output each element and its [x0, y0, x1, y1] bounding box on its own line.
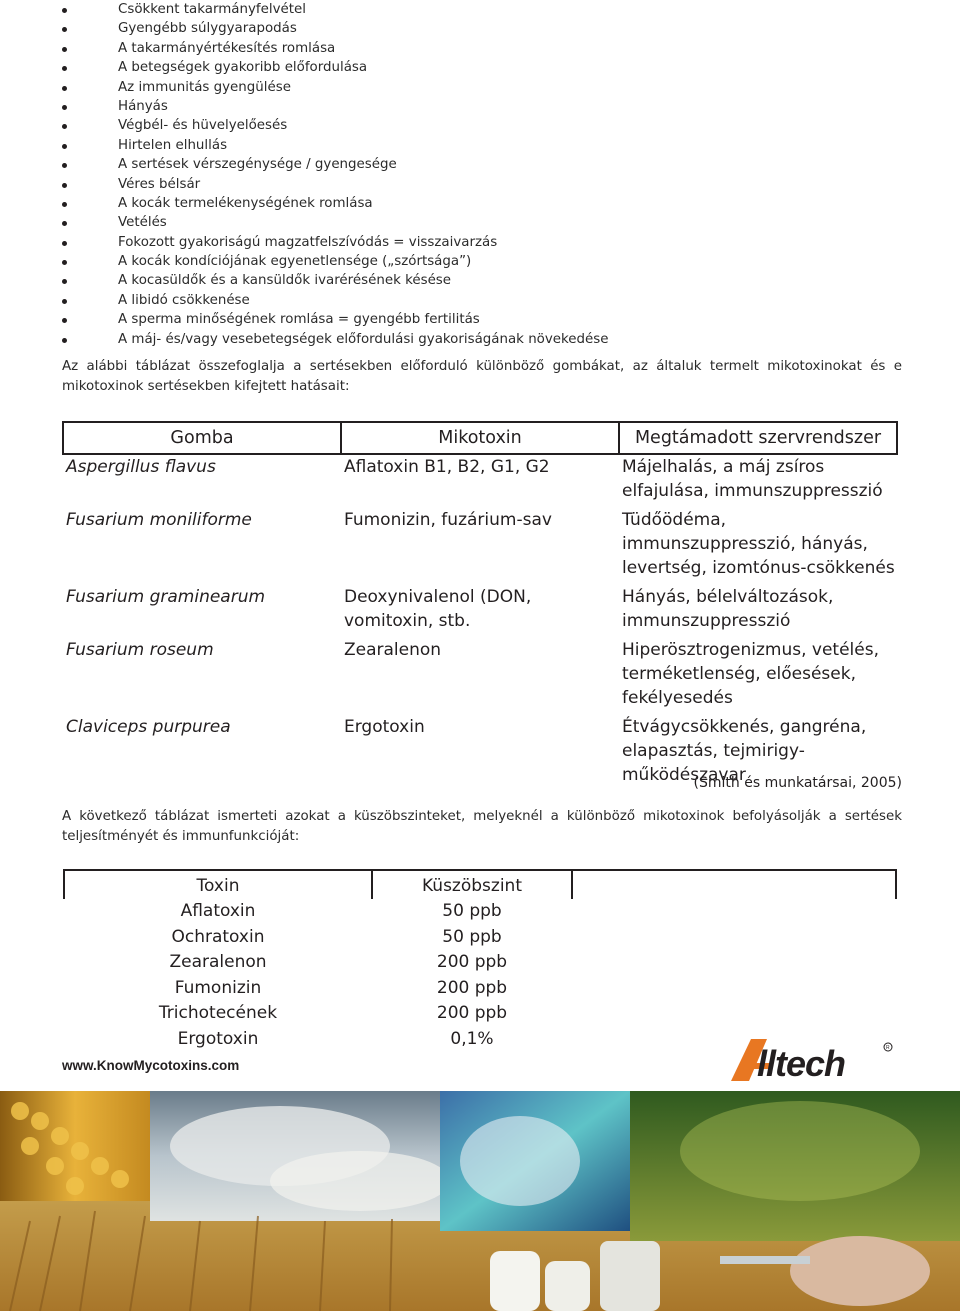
mycotoxin-cell: Ergotoxin — [344, 717, 425, 737]
effect-text: Gyengébb súlygyarapodás — [118, 21, 297, 37]
effect-item — [62, 116, 609, 135]
effect-item — [62, 155, 609, 174]
table-row — [63, 585, 897, 638]
toxin-cell: Ergotoxin — [177, 1028, 259, 1049]
effect-text: A takarmányértékesítés romlása — [118, 40, 336, 56]
svg-text:lltech: lltech — [757, 1043, 846, 1084]
effect-text: Végbél- és hüvelyelőesés — [118, 118, 288, 134]
threshold-cell: 50 ppb — [442, 901, 502, 921]
bullet-icon — [62, 86, 67, 91]
table-row — [64, 1001, 896, 1027]
toxin-cell: Trichotecének — [158, 1003, 278, 1023]
threshold-table — [63, 869, 897, 1052]
bullet-icon — [62, 260, 67, 265]
effect-item — [62, 0, 609, 19]
header-empty — [572, 870, 896, 899]
bullet-icon — [62, 183, 67, 188]
effect-text: A kocák kondíciójának egyenetlensége („szórtsága”) — [118, 254, 472, 270]
photo-collage — [0, 1091, 960, 1311]
header-toxin: Toxin — [64, 870, 372, 899]
table-header-row — [64, 870, 896, 899]
organ-system-cell: Étvágycsökkenés, gangréna, elapasztás, tejmirigy-működészavar — [622, 717, 867, 785]
organ-system-cell: Hiperösztrogenizmus, vetélés, terméketlenség, előesések, fekélyesedés — [622, 640, 879, 708]
effect-text: Véres bélsár — [118, 176, 201, 192]
bullet-icon — [62, 202, 67, 207]
effect-text: A sertések vérszegénysége / gyengesége — [118, 157, 397, 173]
organ-system-cell: Hányás, bélelváltozások, immunszuppresszió — [622, 587, 834, 631]
bullet-icon — [62, 241, 67, 246]
bullet-icon — [62, 124, 67, 129]
effect-item — [62, 252, 609, 271]
table-row — [63, 454, 897, 508]
table-row — [64, 899, 896, 925]
svg-text:R: R — [886, 1045, 890, 1051]
threshold-cell: 200 ppb — [436, 1003, 508, 1023]
effect-item — [62, 291, 609, 310]
threshold-cell: 200 ppb — [436, 952, 508, 972]
mycotoxin-cell: Zearalenon — [344, 640, 442, 660]
bullet-icon — [62, 105, 67, 110]
table-header-row — [63, 422, 897, 454]
effect-text: Vetélés — [118, 215, 167, 231]
effect-item — [62, 194, 609, 213]
effect-text: A sperma minőségének romlása = gyengébb fertilitás — [118, 312, 480, 328]
fungus-cell: Fusarium moniliforme — [66, 510, 252, 530]
bullet-icon — [62, 163, 67, 168]
table-row — [63, 508, 897, 585]
bullet-icon — [62, 279, 67, 284]
effect-item — [62, 39, 609, 58]
effect-item — [62, 19, 609, 38]
toxin-cell: Fumonizin — [174, 977, 262, 998]
toxin-cell: Aflatoxin — [180, 901, 256, 921]
effect-item — [62, 78, 609, 97]
bullet-icon — [62, 47, 67, 52]
effect-item — [62, 330, 609, 349]
effect-item — [62, 233, 609, 252]
effect-text: Fokozott gyakoriságú magzatfelszívódás = visszaivarzás — [118, 234, 498, 250]
threshold-cell: 0,1% — [450, 1028, 494, 1049]
bullet-icon — [62, 221, 67, 226]
bullet-icon — [62, 144, 67, 149]
effect-item — [62, 58, 609, 77]
header-mikotoxin: Mikotoxin — [341, 422, 619, 454]
header-szervrendszer: Megtámadott szervrendszer — [619, 422, 897, 454]
effect-text: Az immunitás gyengülése — [118, 79, 291, 95]
bullet-icon — [62, 318, 67, 323]
effect-text: A kocák termelékenységének romlása — [118, 195, 373, 211]
empty-cell — [572, 1001, 896, 1027]
empty-cell — [572, 950, 896, 976]
mycotoxin-cell: Deoxynivalenol (DON, vomitoxin, stb. — [344, 587, 532, 631]
fungus-cell: Fusarium roseum — [66, 640, 214, 660]
bullet-icon — [62, 338, 67, 343]
effect-item — [62, 175, 609, 194]
table-row — [64, 976, 896, 1002]
empty-cell — [572, 925, 896, 951]
threshold-cell: 50 ppb — [442, 926, 502, 947]
intro-paragraph-2: A következő táblázat ismerteti azokat a küszöbszinteket, melyeknél a különböző mikotoxinok befolyásolják a sertések teljesítményét és immunfunkcióját: — [62, 809, 902, 844]
empty-cell — [572, 976, 896, 1002]
table-row — [63, 638, 897, 715]
effect-item — [62, 310, 609, 329]
effect-text: A kocasüldők és a kansüldők ivarérésének késése — [118, 273, 452, 289]
toxin-cell: Zearalenon — [169, 952, 267, 972]
effect-text: A libidó csökkenése — [118, 292, 250, 308]
toxin-cell: Ochratoxin — [171, 926, 265, 947]
mycotoxin-cell: Aflatoxin B1, B2, G1, G2 — [344, 457, 550, 477]
empty-cell — [572, 899, 896, 925]
threshold-cell: 200 ppb — [436, 977, 508, 998]
effect-text: A máj- és/vagy vesebetegségek előfordulási gyakoriságának növekedése — [118, 331, 609, 347]
effects-list — [62, 0, 609, 349]
header-kuszobszint: Küszöbszint — [372, 870, 572, 899]
bullet-icon — [62, 299, 67, 304]
effect-text: Csökkent takarmányfelvétel — [118, 2, 306, 17]
citation: (Smith és munkatársai, 2005) — [693, 775, 902, 791]
intro-paragraph-1: Az alábbi táblázat összefoglalja a sertésekben előforduló különböző gombákat, az általuk termelt mikotoxinokat és e mikotoxinok sertésekben kifejtett hatásait: — [62, 359, 902, 394]
table-row — [64, 925, 896, 951]
fungus-cell: Fusarium graminearum — [66, 587, 266, 607]
fungus-cell: Aspergillus flavus — [66, 457, 216, 477]
effect-text: Hirtelen elhullás — [118, 137, 228, 153]
effect-item — [62, 213, 609, 232]
bullet-icon — [62, 8, 67, 13]
header-gomba: Gomba — [63, 422, 341, 454]
bullet-icon — [62, 27, 67, 32]
fungus-cell: Claviceps purpurea — [66, 717, 231, 737]
website-link[interactable]: www.KnowMycotoxins.com — [62, 1058, 240, 1073]
effect-item — [62, 97, 609, 116]
bullet-icon — [62, 66, 67, 71]
organ-system-cell: Májelhalás, a máj zsíros elfajulása, immunszuppresszió — [622, 457, 883, 501]
effect-item — [62, 136, 609, 155]
alltech-logo — [727, 1033, 897, 1085]
effect-text: Hányás — [118, 98, 168, 114]
table-row — [64, 950, 896, 976]
effect-item — [62, 271, 609, 290]
mycotoxin-table — [62, 421, 898, 792]
effect-text: A betegségek gyakoribb előfordulása — [118, 60, 368, 76]
mycotoxin-cell: Fumonizin, fuzárium-sav — [344, 510, 552, 530]
organ-system-cell: Tüdőödéma, immunszuppresszió, hányás, levertség, izomtónus-csökkenés — [622, 510, 895, 578]
